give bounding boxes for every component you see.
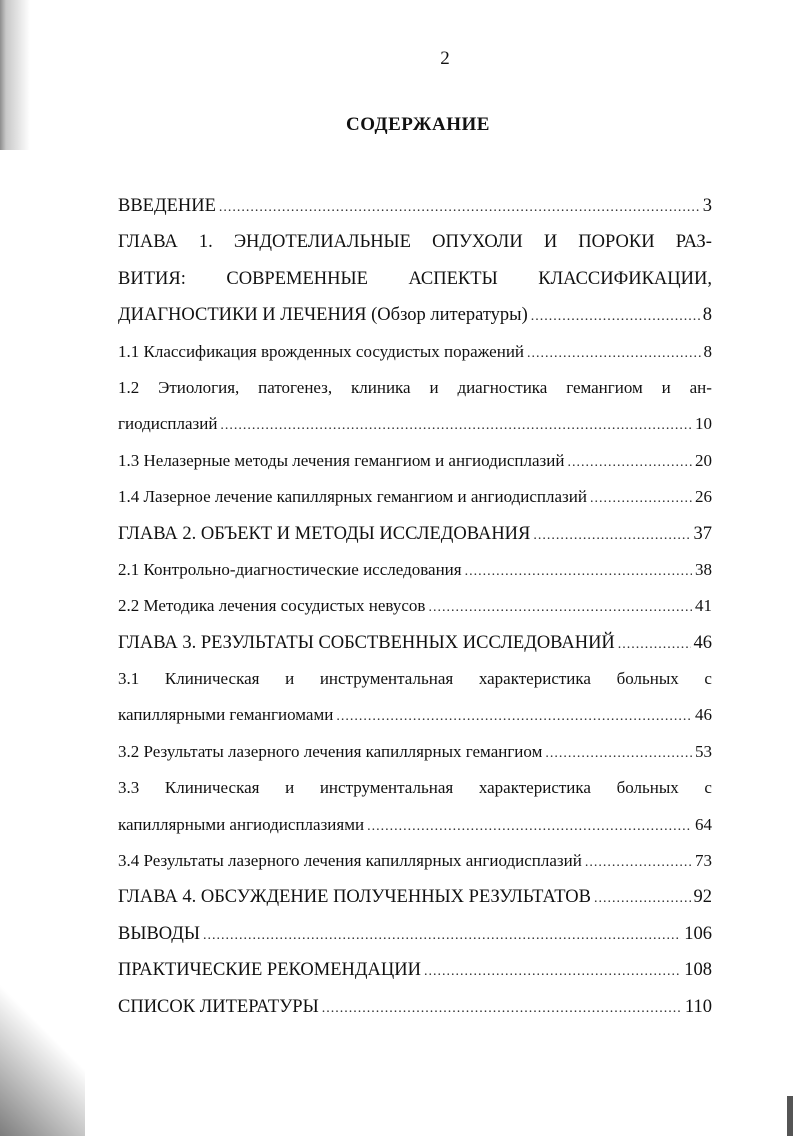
toc-entry-line xyxy=(118,807,712,843)
toc-entry-title: 2.1 Контрольно-диагностические исследования xyxy=(118,559,462,579)
toc-page-number: 106 xyxy=(684,923,712,944)
dot-leader xyxy=(203,918,681,954)
toc-word: ПОРОКИ xyxy=(578,232,655,253)
dot-leader xyxy=(594,881,691,917)
toc-word: диагностика xyxy=(457,377,548,397)
toc-word: АСПЕКТЫ xyxy=(408,268,498,289)
toc-word: и xyxy=(429,377,439,397)
dot-leader xyxy=(545,736,692,772)
toc-entry[interactable] xyxy=(118,916,712,952)
toc-entry[interactable] xyxy=(118,770,712,843)
toc-entry[interactable] xyxy=(118,952,712,988)
dot-leader xyxy=(424,954,681,990)
toc-entry-title: 1.3 Нелазерные методы лечения гемангиом и ангиодисплазий xyxy=(118,450,565,470)
dot-leader xyxy=(219,190,700,226)
toc-page-number: 10 xyxy=(695,414,712,434)
toc-word: инструментальная xyxy=(319,669,454,689)
toc-word: 3.3 xyxy=(118,778,140,798)
toc-entry[interactable] xyxy=(118,989,712,1025)
dot-leader xyxy=(428,590,692,626)
toc-entry-line xyxy=(118,552,712,588)
toc-entry-title: ВЫВОДЫ xyxy=(118,923,201,944)
page-title: СОДЕРЖАНИЕ xyxy=(346,114,490,135)
toc-word: характеристика xyxy=(478,778,591,798)
toc-entry-line xyxy=(118,443,712,479)
toc-entry[interactable] xyxy=(118,625,712,661)
dot-leader xyxy=(367,809,692,845)
toc-entry[interactable] xyxy=(118,188,712,224)
toc-entry-title: 1.1 Классификация врожденных сосудистых поражений xyxy=(118,341,525,361)
toc-entry-line xyxy=(118,734,712,770)
toc-page-number: 46 xyxy=(695,705,712,725)
toc-word: больных xyxy=(616,669,679,689)
toc-entry-title: 3.2 Результаты лазерного лечения капиллярных гемангиом xyxy=(118,741,543,761)
toc-entry-line xyxy=(118,879,712,915)
toc-word: больных xyxy=(616,778,679,798)
toc-word: ОПУХОЛИ xyxy=(432,232,523,253)
toc-entry-title: гиодисплазий xyxy=(118,414,218,434)
toc-entry-line xyxy=(118,989,712,1025)
dot-leader xyxy=(531,299,700,335)
dot-leader xyxy=(585,845,692,881)
toc-page-number: 8 xyxy=(702,305,712,326)
toc-word: и xyxy=(661,377,671,397)
toc-word: характеристика xyxy=(478,669,591,689)
dot-leader xyxy=(590,481,692,517)
toc-entry-title: ДИАГНОСТИКИ И ЛЕЧЕНИЯ (Обзор литературы) xyxy=(118,305,528,326)
toc-page-number: 73 xyxy=(695,851,712,871)
toc-entry-title: ГЛАВА 3. РЕЗУЛЬТАТЫ СОБСТВЕННЫХ ИССЛЕДОВАНИЙ xyxy=(118,632,615,653)
dot-leader xyxy=(465,554,692,590)
toc-entry-title: ПРАКТИЧЕСКИЕ РЕКОМЕНДАЦИИ xyxy=(118,960,421,981)
toc-page-number: 41 xyxy=(695,596,712,616)
toc-entry[interactable] xyxy=(118,479,712,515)
scan-mark-bottom-right xyxy=(787,1096,793,1136)
toc-word: гемангиом xyxy=(566,377,643,397)
toc-entry[interactable] xyxy=(118,334,712,370)
toc-page-number: 3 xyxy=(702,196,712,216)
toc-entry-line xyxy=(118,843,712,879)
toc-word: клиника xyxy=(351,377,411,397)
toc-entry-title: капиллярными гемангиомами xyxy=(118,705,334,725)
toc-word: Клиническая xyxy=(164,669,260,689)
toc-entry-title: 2.2 Методика лечения сосудистых невусов xyxy=(118,596,426,616)
toc-entry-line xyxy=(118,406,712,442)
toc-entry[interactable] xyxy=(118,443,712,479)
toc-page-number: 110 xyxy=(684,996,712,1017)
toc-page-number: 46 xyxy=(693,632,712,653)
toc-entry-line xyxy=(118,952,712,988)
toc-entry-line xyxy=(118,916,712,952)
toc-entry-line xyxy=(118,370,712,406)
toc-word: СОВРЕМЕННЫЕ xyxy=(226,268,368,289)
toc-page-number: 108 xyxy=(684,960,712,981)
scan-shadow-bottom-left xyxy=(0,946,85,1136)
toc-entry-title: ГЛАВА 2. ОБЪЕКТ И МЕТОДЫ ИССЛЕДОВАНИЯ xyxy=(118,523,531,544)
toc-entry-title: СПИСОК ЛИТЕРАТУРЫ xyxy=(118,996,319,1017)
toc-word: ЭНДОТЕЛИАЛЬНЫЕ xyxy=(233,232,411,253)
toc-entry[interactable] xyxy=(118,516,712,552)
toc-entry-line xyxy=(118,661,712,697)
toc-entry[interactable] xyxy=(118,734,712,770)
toc-page-number: 64 xyxy=(695,814,712,834)
toc-entry-title: капиллярными ангиодисплазиями xyxy=(118,814,365,834)
toc-entry[interactable] xyxy=(118,879,712,915)
table-of-contents xyxy=(118,188,712,1025)
toc-page-number: 8 xyxy=(703,341,712,361)
toc-word: с xyxy=(704,669,712,689)
toc-entry[interactable] xyxy=(118,552,712,588)
toc-entry-line xyxy=(118,625,712,661)
toc-entry-title: ВВЕДЕНИЕ xyxy=(118,196,216,216)
toc-word: 1. xyxy=(198,232,213,253)
toc-word: Этиология, xyxy=(158,377,240,397)
toc-entry[interactable] xyxy=(118,843,712,879)
toc-entry[interactable] xyxy=(118,224,712,333)
toc-entry-line xyxy=(118,697,712,733)
dot-leader xyxy=(322,991,682,1027)
toc-word: 3.1 xyxy=(118,669,140,689)
toc-entry-line xyxy=(118,516,712,552)
toc-word: ВИТИЯ: xyxy=(118,268,186,289)
toc-word: и xyxy=(285,669,295,689)
toc-entry-line xyxy=(118,188,712,224)
dot-leader xyxy=(567,445,692,481)
toc-page-number: 20 xyxy=(695,450,712,470)
toc-word: и xyxy=(285,778,295,798)
toc-entry[interactable] xyxy=(118,661,712,734)
toc-entry-line xyxy=(118,224,712,260)
toc-entry-title: 1.4 Лазерное лечение капиллярных гемангиом и ангиодисплазий xyxy=(118,487,587,507)
toc-word: патогенез, xyxy=(258,377,333,397)
toc-word: ГЛАВА xyxy=(118,232,178,253)
toc-entry-title: 3.4 Результаты лазерного лечения капиллярных ангиодисплазий xyxy=(118,851,582,871)
dot-leader xyxy=(220,408,692,444)
dot-leader xyxy=(527,336,700,372)
toc-word: РАЗ- xyxy=(675,232,712,253)
toc-entry-line xyxy=(118,334,712,370)
toc-entry-line xyxy=(118,479,712,515)
toc-entry-line xyxy=(118,770,712,806)
toc-entry-line xyxy=(118,261,712,297)
toc-entry-line xyxy=(118,297,712,333)
toc-word: Клиническая xyxy=(164,778,260,798)
toc-word: КЛАССИФИКАЦИИ, xyxy=(538,268,712,289)
toc-word: 1.2 xyxy=(118,377,140,397)
toc-page-number: 53 xyxy=(695,741,712,761)
toc-word: ан- xyxy=(689,377,712,397)
toc-page-number: 38 xyxy=(695,559,712,579)
toc-entry-title: ГЛАВА 4. ОБСУЖДЕНИЕ ПОЛУЧЕННЫХ РЕЗУЛЬТАТОВ xyxy=(118,887,591,908)
dot-leader xyxy=(533,518,690,554)
toc-word: с xyxy=(704,778,712,798)
toc-word: И xyxy=(543,232,558,253)
toc-page-number: 92 xyxy=(693,887,712,908)
dot-leader xyxy=(618,627,691,663)
dot-leader xyxy=(336,699,692,735)
toc-word: инструментальная xyxy=(319,778,454,798)
page-number: 2 xyxy=(440,48,450,69)
toc-entry[interactable] xyxy=(118,370,712,443)
toc-page-number: 37 xyxy=(693,523,712,544)
toc-entry-line xyxy=(118,588,712,624)
toc-entry[interactable] xyxy=(118,588,712,624)
toc-page-number: 26 xyxy=(695,487,712,507)
